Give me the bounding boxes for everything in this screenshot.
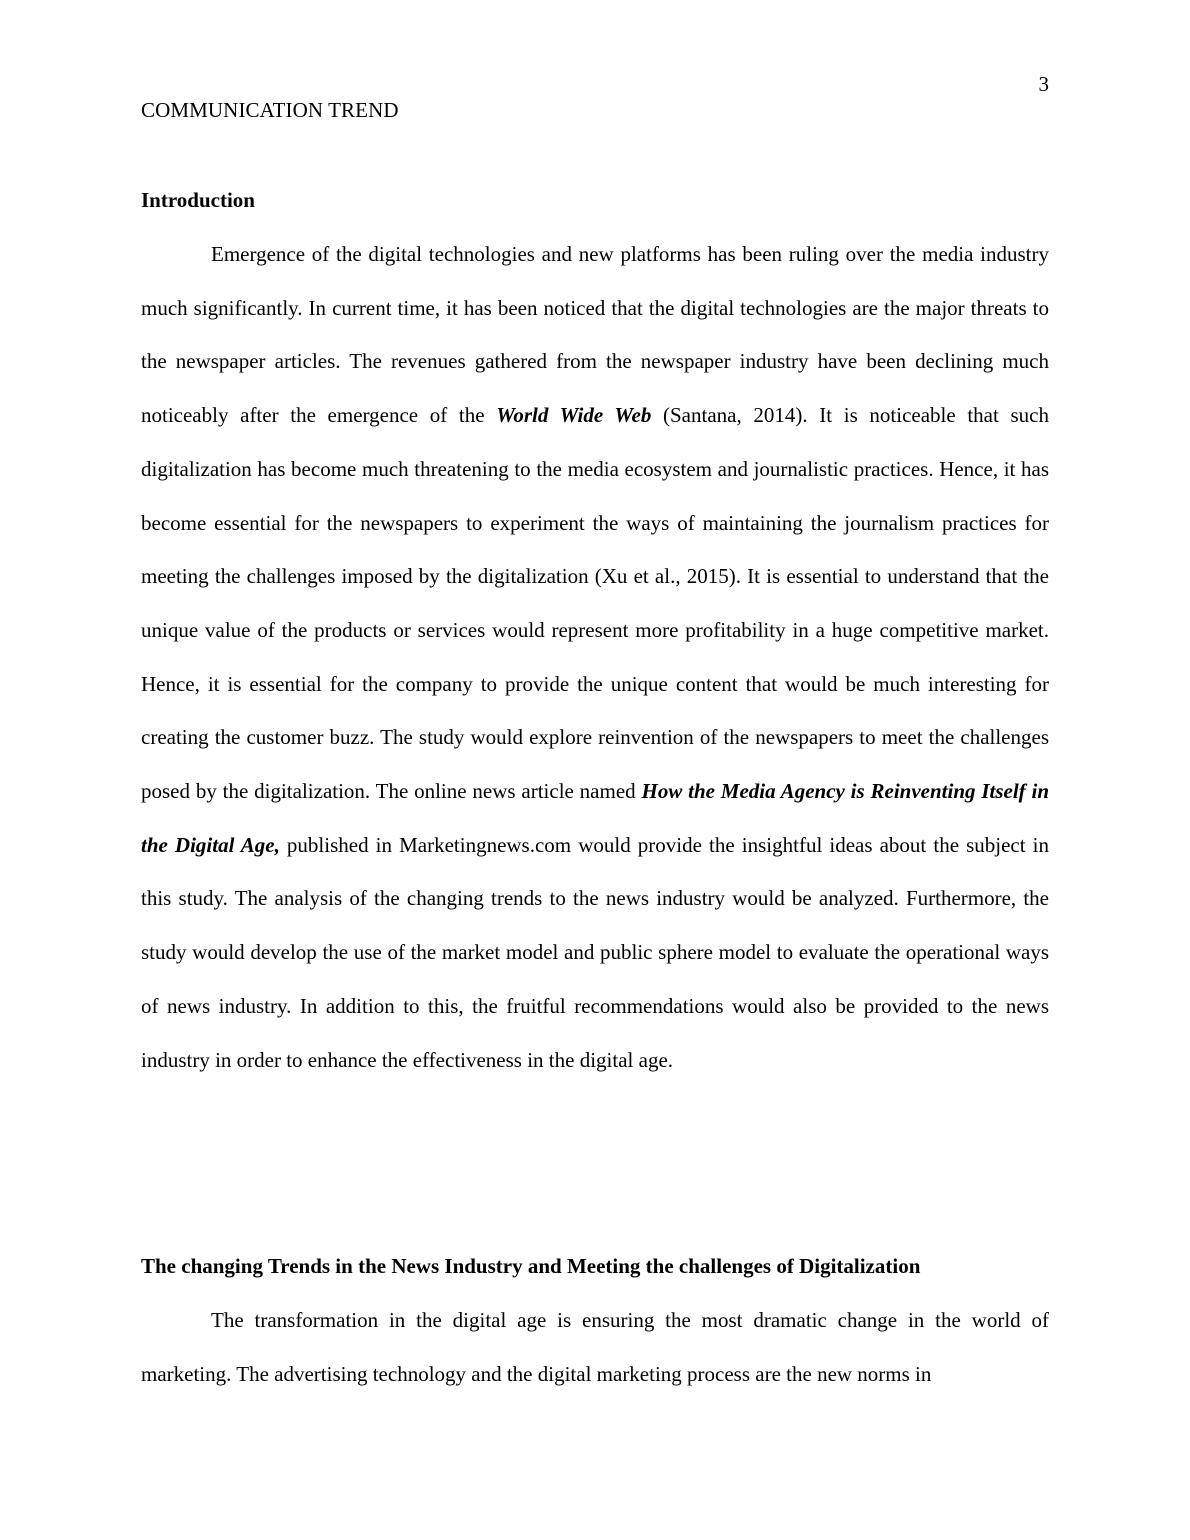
running-head: COMMUNICATION TREND <box>141 98 399 122</box>
text-run: Emergence of the digital technologies and new platforms has been ruling over the media industry much significantly. In current time, it has been noticed that the digital technologies are the major threats to the newspaper articles. The revenues gathered from the newspaper industry have been declining much noticeably after the emergence of the <box>141 242 1049 428</box>
emphasis-comma: , <box>274 832 280 857</box>
emphasis-article-title: How the Media Agency is Reinventing Itself in the Digital Age <box>141 779 1049 857</box>
section-heading-introduction: Introduction <box>141 188 255 212</box>
introduction-paragraph <box>141 228 1049 1087</box>
text-run: (Santana, 2014). It is noticeable that such digitalization has become much threatening to the media ecosystem and journalistic practices. Hence, it has become essential for the newspapers to experiment the ways of maintaining the journalism practices for meeting the challenges imposed by the digitalization (Xu et al., 2015). It is essential to understand that the unique value of the products or services would represent more profitability in a huge competitive market. Hence, it is essential for the company to provide the unique content that would be much interesting for creating the customer buzz. The study would explore reinvention of the newspapers to meet the challenges posed by the digitalization. The online news article named <box>141 403 1049 804</box>
emphasis-world-wide-web: World Wide Web <box>496 403 652 428</box>
page-number: 3 <box>1038 72 1049 96</box>
section-heading-changing-trends: The changing Trends in the News Industry and Meeting the challenges of Digitalization <box>141 1254 921 1278</box>
text-run: published in Marketingnews.com would provide the insightful ideas about the subject in this study. The analysis of the changing trends to the news industry would be analyzed. Furthermore, the study would develop the use of the market model and public sphere model to evaluate the operational ways of news industry. In addition to this, the fruitful recommendations would also be provided to the news industry in order to enhance the effectiveness in the digital age. <box>141 832 1050 1072</box>
changing-trends-paragraph: The transformation in the digital age is ensuring the most dramatic change in the world of marketing. The advertising technology and the digital marketing process are the new norms in <box>141 1308 1049 1386</box>
